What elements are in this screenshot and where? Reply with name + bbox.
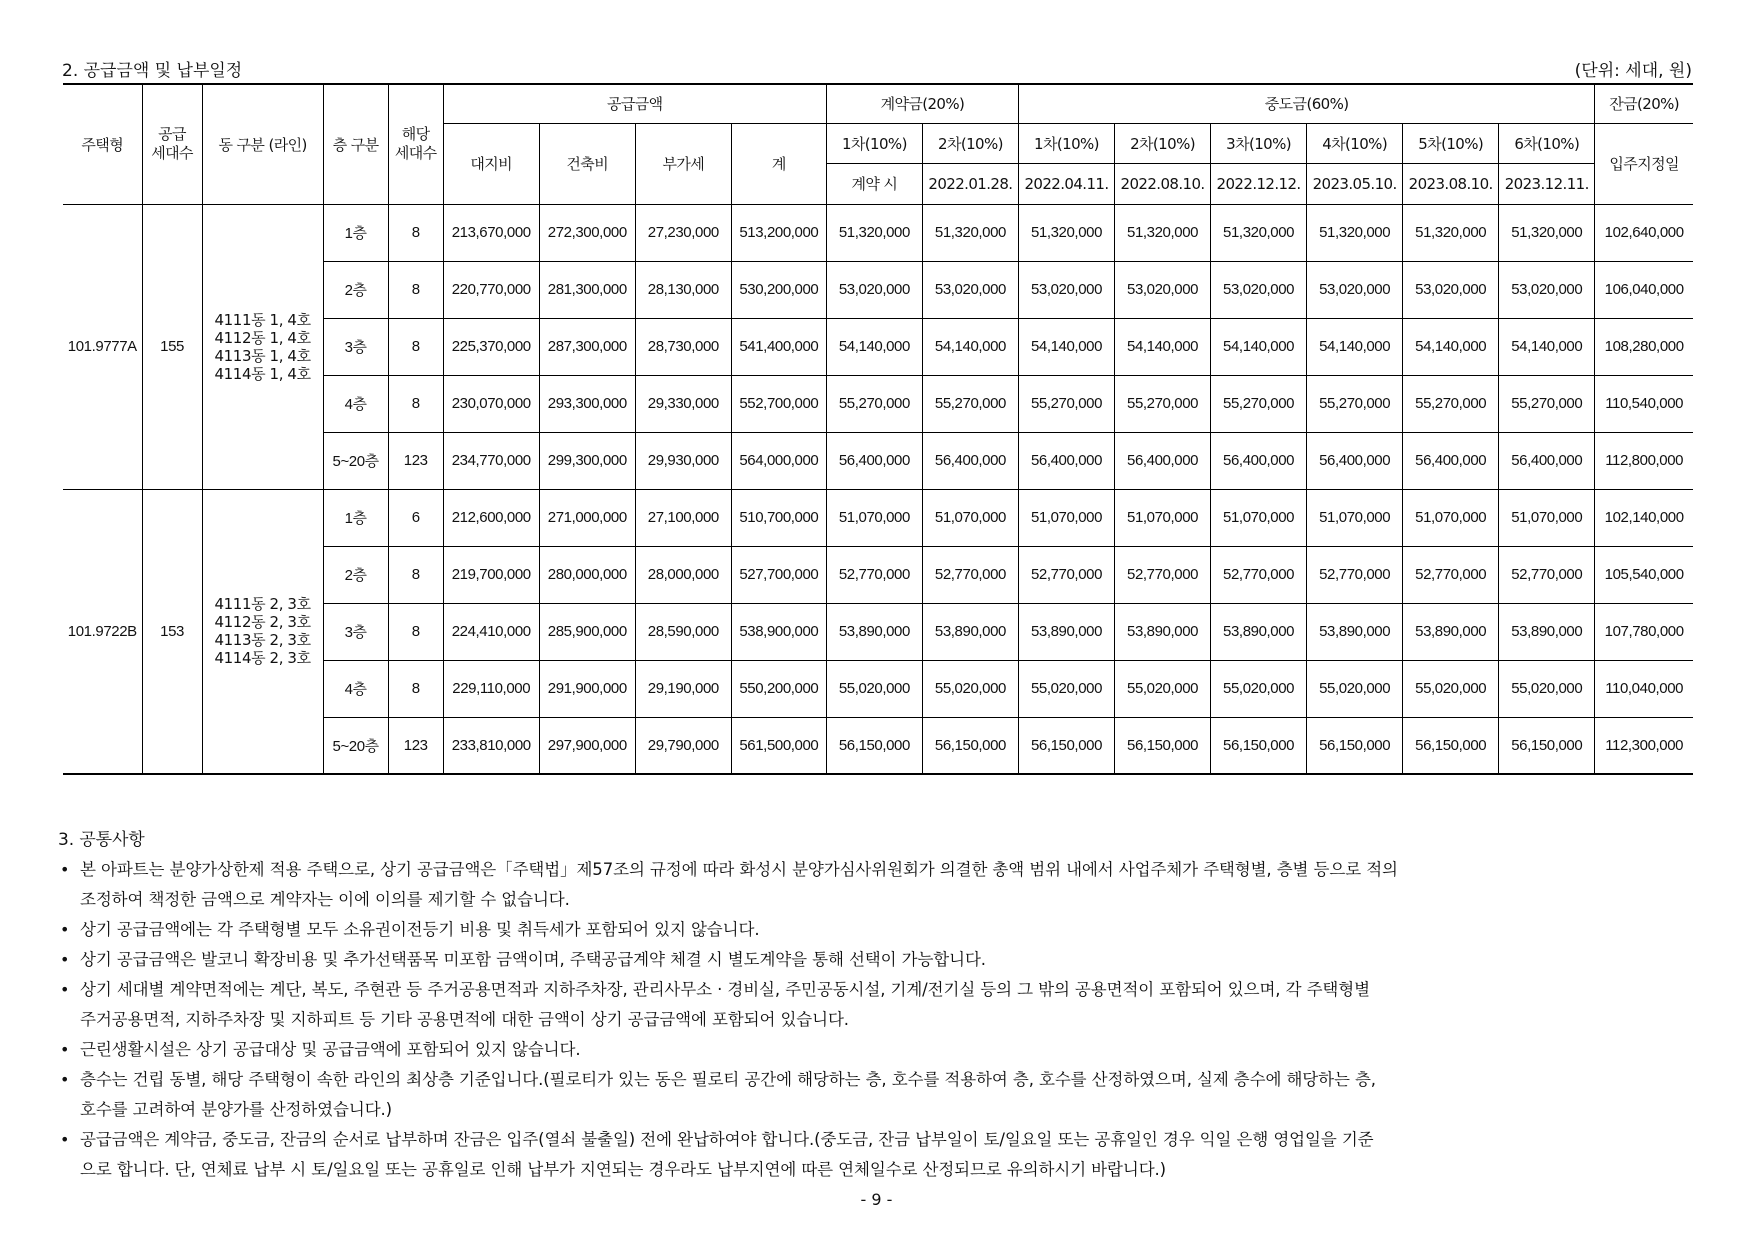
c1-cell: 52,770,000 — [826, 546, 922, 603]
m1-cell: 56,150,000 — [1018, 717, 1114, 774]
vat-cell: 29,930,000 — [635, 432, 731, 489]
floor-cell: 1층 — [323, 204, 388, 261]
m5-cell: 53,020,000 — [1403, 261, 1499, 318]
units-cell: 6 — [388, 489, 443, 546]
m1-cell: 56,400,000 — [1018, 432, 1114, 489]
dong-line: 4114동 1, 4호 — [214, 364, 311, 383]
c2-cell: 54,140,000 — [922, 318, 1018, 375]
m6-cell: 55,270,000 — [1499, 375, 1595, 432]
land-cell: 224,410,000 — [443, 603, 539, 660]
m6-cell: 54,140,000 — [1499, 318, 1595, 375]
bullet-line: • 상기 공급금액은 발코니 확장비용 및 추가선택품목 미포함 금액이며, 주택공급계약 체결 시 별도계약을 통해 선택이 가능합니다. — [80, 950, 986, 969]
m4-cell: 53,890,000 — [1307, 603, 1403, 660]
bullet-line: 주거공용면적, 지하주차장 및 지하피트 등 기타 공용면적에 대한 금액이 상기 공급금액에 포함되어 있습니다. — [80, 1010, 849, 1029]
land-cell: 230,070,000 — [443, 375, 539, 432]
date-m1: 2022.04.11. — [1018, 163, 1114, 204]
units-cell: 8 — [388, 375, 443, 432]
bal-cell: 105,540,000 — [1595, 546, 1693, 603]
m3-cell: 52,770,000 — [1211, 546, 1307, 603]
land-cell: 233,810,000 — [443, 717, 539, 774]
supply-units-cell: 153 — [142, 489, 202, 774]
vat-cell: 28,730,000 — [635, 318, 731, 375]
total-cell: 561,500,000 — [731, 717, 826, 774]
m2-cell: 55,020,000 — [1115, 660, 1211, 717]
vat-cell: 29,790,000 — [635, 717, 731, 774]
vat-cell: 29,330,000 — [635, 375, 731, 432]
section3-title: 3. 공통사항 — [58, 830, 145, 850]
m3-cell: 53,890,000 — [1211, 603, 1307, 660]
building-cell: 272,300,000 — [539, 204, 635, 261]
bullet-item — [58, 975, 1698, 1035]
c1-cell: 51,070,000 — [826, 489, 922, 546]
vat-cell: 29,190,000 — [635, 660, 731, 717]
floor-cell: 4층 — [323, 660, 388, 717]
header-c2: 2차(10%) — [922, 123, 1018, 163]
c2-cell: 52,770,000 — [922, 546, 1018, 603]
header-balance-date: 입주지정일 — [1595, 123, 1693, 204]
bullet-item — [58, 855, 1698, 915]
units-cell: 8 — [388, 318, 443, 375]
m3-cell: 56,150,000 — [1211, 717, 1307, 774]
c1-cell: 54,140,000 — [826, 318, 922, 375]
land-cell: 234,770,000 — [443, 432, 539, 489]
m5-cell: 51,320,000 — [1403, 204, 1499, 261]
land-cell: 220,770,000 — [443, 261, 539, 318]
m4-cell: 55,270,000 — [1307, 375, 1403, 432]
bullet-line: • 본 아파트는 분양가상한제 적용 주택으로, 상기 공급금액은「주택법」제57조의 규정에 따라 화성시 분양가심사위원회가 의결한 총액 범위 내에서 사업주체가 주택형별, 층별 등으로 적의 — [80, 860, 1398, 879]
building-cell: 281,300,000 — [539, 261, 635, 318]
header-middle: 중도금(60%) — [1018, 84, 1594, 123]
date-c2: 2022.01.28. — [922, 163, 1018, 204]
dong-line: 4112동 1, 4호 — [214, 328, 311, 347]
m6-cell: 55,020,000 — [1499, 660, 1595, 717]
bal-cell: 112,300,000 — [1595, 717, 1693, 774]
m1-cell: 53,890,000 — [1018, 603, 1114, 660]
supply-units-cell: 155 — [142, 204, 202, 489]
date-m6: 2023.12.11. — [1499, 163, 1595, 204]
m2-cell: 51,070,000 — [1115, 489, 1211, 546]
land-cell: 212,600,000 — [443, 489, 539, 546]
m1-cell: 51,320,000 — [1018, 204, 1114, 261]
m2-cell: 56,400,000 — [1115, 432, 1211, 489]
dong-line: 4111동 1, 4호 — [214, 310, 311, 329]
date-c1: 계약 시 — [826, 163, 922, 204]
m5-cell: 53,890,000 — [1403, 603, 1499, 660]
bal-cell: 102,140,000 — [1595, 489, 1693, 546]
total-cell: 527,700,000 — [731, 546, 826, 603]
bal-cell: 106,040,000 — [1595, 261, 1693, 318]
c2-cell: 51,070,000 — [922, 489, 1018, 546]
header-type: 주택형 — [63, 84, 142, 204]
c1-cell: 56,400,000 — [826, 432, 922, 489]
type-cell: 101.9722B — [63, 489, 142, 774]
m6-cell: 56,150,000 — [1499, 717, 1595, 774]
c2-cell: 56,150,000 — [922, 717, 1018, 774]
section2-title: 2. 공급금액 및 납부일정 — [62, 61, 243, 81]
m2-cell: 53,890,000 — [1115, 603, 1211, 660]
c1-cell: 53,020,000 — [826, 261, 922, 318]
m1-cell: 53,020,000 — [1018, 261, 1114, 318]
m6-cell: 51,320,000 — [1499, 204, 1595, 261]
bal-cell: 107,780,000 — [1595, 603, 1693, 660]
date-m5: 2023.08.10. — [1403, 163, 1499, 204]
m4-cell: 52,770,000 — [1307, 546, 1403, 603]
units-cell: 123 — [388, 432, 443, 489]
bullet-item — [58, 915, 1698, 945]
m1-cell: 55,270,000 — [1018, 375, 1114, 432]
bullet-item — [58, 1035, 1698, 1065]
header-contract: 계약금(20%) — [826, 84, 1018, 123]
header-m1: 1차(10%) — [1018, 123, 1114, 163]
floor-cell: 5~20층 — [323, 717, 388, 774]
c1-cell: 55,020,000 — [826, 660, 922, 717]
section2-header — [62, 56, 1692, 80]
m4-cell: 53,020,000 — [1307, 261, 1403, 318]
header-m4: 4차(10%) — [1307, 123, 1403, 163]
m6-cell: 52,770,000 — [1499, 546, 1595, 603]
total-cell: 530,200,000 — [731, 261, 826, 318]
m1-cell: 55,020,000 — [1018, 660, 1114, 717]
c2-cell: 55,020,000 — [922, 660, 1018, 717]
dong-line: 4112동 2, 3호 — [214, 613, 311, 632]
bullet-line: 조정하여 책정한 금액으로 계약자는 이에 이의를 제기할 수 없습니다. — [80, 890, 570, 909]
m2-cell: 51,320,000 — [1115, 204, 1211, 261]
m2-cell: 55,270,000 — [1115, 375, 1211, 432]
bal-cell: 112,800,000 — [1595, 432, 1693, 489]
c1-cell: 51,320,000 — [826, 204, 922, 261]
m5-cell: 55,020,000 — [1403, 660, 1499, 717]
m4-cell: 51,070,000 — [1307, 489, 1403, 546]
floor-cell: 3층 — [323, 318, 388, 375]
m1-cell: 54,140,000 — [1018, 318, 1114, 375]
total-cell: 564,000,000 — [731, 432, 826, 489]
vat-cell: 28,130,000 — [635, 261, 731, 318]
c1-cell: 56,150,000 — [826, 717, 922, 774]
date-m3: 2022.12.12. — [1211, 163, 1307, 204]
m4-cell: 54,140,000 — [1307, 318, 1403, 375]
header-units: 해당 세대수 — [388, 84, 443, 204]
units-cell: 8 — [388, 261, 443, 318]
bullet-item — [58, 945, 1698, 975]
header-m3: 3차(10%) — [1211, 123, 1307, 163]
m5-cell: 56,150,000 — [1403, 717, 1499, 774]
dong-cell — [202, 204, 323, 489]
c2-cell: 55,270,000 — [922, 375, 1018, 432]
bal-cell: 110,040,000 — [1595, 660, 1693, 717]
header-m2: 2차(10%) — [1115, 123, 1211, 163]
land-cell: 213,670,000 — [443, 204, 539, 261]
building-cell: 293,300,000 — [539, 375, 635, 432]
dong-line: 4111동 2, 3호 — [214, 595, 311, 614]
header-balance: 잔금(20%) — [1595, 84, 1693, 123]
m3-cell: 55,270,000 — [1211, 375, 1307, 432]
m5-cell: 54,140,000 — [1403, 318, 1499, 375]
payment-schedule-table — [63, 83, 1693, 775]
total-cell: 513,200,000 — [731, 204, 826, 261]
m2-cell: 54,140,000 — [1115, 318, 1211, 375]
m1-cell: 52,770,000 — [1018, 546, 1114, 603]
bal-cell: 102,640,000 — [1595, 204, 1693, 261]
header-m6: 6차(10%) — [1499, 123, 1595, 163]
m6-cell: 56,400,000 — [1499, 432, 1595, 489]
bullet-item — [58, 1065, 1698, 1125]
bullet-line: 으로 합니다. 단, 연체료 납부 시 토/일요일 또는 공휴일로 인해 납부가 지연되는 경우라도 납부지연에 따른 연체일수로 산정되므로 유의하시기 바랍니다.) — [80, 1160, 1167, 1179]
m5-cell: 52,770,000 — [1403, 546, 1499, 603]
building-cell: 285,900,000 — [539, 603, 635, 660]
header-total: 계 — [731, 123, 826, 204]
dong-line: 4114동 2, 3호 — [214, 649, 311, 668]
building-cell: 271,000,000 — [539, 489, 635, 546]
bullet-line: • 상기 세대별 계약면적에는 계단, 복도, 주현관 등 주거공용면적과 지하주차장, 관리사무소 · 경비실, 주민공동시설, 기계/전기실 등의 그 밖의 공용면적이 포함되어 있으며, 각 주택형별 — [80, 980, 1370, 999]
c2-cell: 51,320,000 — [922, 204, 1018, 261]
c1-cell: 55,270,000 — [826, 375, 922, 432]
units-cell: 8 — [388, 546, 443, 603]
header-floor: 층 구분 — [323, 84, 388, 204]
header-supply-amount: 공급금액 — [443, 84, 826, 123]
header-supply-units: 공급 세대수 — [142, 84, 202, 204]
land-cell: 219,700,000 — [443, 546, 539, 603]
m2-cell: 52,770,000 — [1115, 546, 1211, 603]
bullet-list — [58, 855, 1698, 1185]
header-building: 건축비 — [539, 123, 635, 204]
units-cell: 8 — [388, 204, 443, 261]
building-cell: 280,000,000 — [539, 546, 635, 603]
header-dong: 동 구분 (라인) — [202, 84, 323, 204]
total-cell: 538,900,000 — [731, 603, 826, 660]
m6-cell: 53,020,000 — [1499, 261, 1595, 318]
vat-cell: 27,230,000 — [635, 204, 731, 261]
floor-cell: 1층 — [323, 489, 388, 546]
c2-cell: 56,400,000 — [922, 432, 1018, 489]
table-row — [63, 204, 1693, 261]
floor-cell: 3층 — [323, 603, 388, 660]
m5-cell: 55,270,000 — [1403, 375, 1499, 432]
building-cell: 287,300,000 — [539, 318, 635, 375]
bullet-line: • 층수는 건립 동별, 해당 주택형이 속한 라인의 최상층 기준입니다.(필로티가 있는 동은 필로티 공간에 해당하는 층, 호수를 적용하여 층, 호수를 산정하였으며, 실제 층수에 해당하는 층, — [80, 1070, 1376, 1089]
m3-cell: 51,070,000 — [1211, 489, 1307, 546]
total-cell: 550,200,000 — [731, 660, 826, 717]
m3-cell: 53,020,000 — [1211, 261, 1307, 318]
vat-cell: 27,100,000 — [635, 489, 731, 546]
m4-cell: 55,020,000 — [1307, 660, 1403, 717]
building-cell: 297,900,000 — [539, 717, 635, 774]
header-m5: 5차(10%) — [1403, 123, 1499, 163]
date-m2: 2022.08.10. — [1115, 163, 1211, 204]
c2-cell: 53,890,000 — [922, 603, 1018, 660]
total-cell: 541,400,000 — [731, 318, 826, 375]
m3-cell: 55,020,000 — [1211, 660, 1307, 717]
dong-cell — [202, 489, 323, 774]
m3-cell: 51,320,000 — [1211, 204, 1307, 261]
land-cell: 225,370,000 — [443, 318, 539, 375]
c2-cell: 53,020,000 — [922, 261, 1018, 318]
header-land: 대지비 — [443, 123, 539, 204]
date-m4: 2023.05.10. — [1307, 163, 1403, 204]
m2-cell: 56,150,000 — [1115, 717, 1211, 774]
m6-cell: 51,070,000 — [1499, 489, 1595, 546]
table-body — [63, 204, 1693, 774]
page-number: - 9 - — [860, 1190, 893, 1209]
bullet-line: • 근린생활시설은 상기 공급대상 및 공급금액에 포함되어 있지 않습니다. — [80, 1040, 581, 1059]
type-cell: 101.9777A — [63, 204, 142, 489]
m3-cell: 54,140,000 — [1211, 318, 1307, 375]
units-cell: 8 — [388, 660, 443, 717]
floor-cell: 4층 — [323, 375, 388, 432]
m2-cell: 53,020,000 — [1115, 261, 1211, 318]
units-cell: 123 — [388, 717, 443, 774]
header-c1: 1차(10%) — [826, 123, 922, 163]
m3-cell: 56,400,000 — [1211, 432, 1307, 489]
building-cell: 299,300,000 — [539, 432, 635, 489]
m4-cell: 56,150,000 — [1307, 717, 1403, 774]
vat-cell: 28,000,000 — [635, 546, 731, 603]
bullet-line: • 공급금액은 계약금, 중도금, 잔금의 순서로 납부하며 잔금은 입주(열쇠 불출일) 전에 완납하여야 합니다.(중도금, 잔금 납부일이 토/일요일 또는 공휴일인 경우 익일 은행 영업일을 기준 — [80, 1130, 1374, 1149]
bal-cell: 110,540,000 — [1595, 375, 1693, 432]
bullet-item — [58, 1125, 1698, 1185]
floor-cell: 2층 — [323, 261, 388, 318]
floor-cell: 2층 — [323, 546, 388, 603]
unit-note: (단위: 세대, 원) — [1574, 61, 1692, 81]
floor-cell: 5~20층 — [323, 432, 388, 489]
vat-cell: 28,590,000 — [635, 603, 731, 660]
m1-cell: 51,070,000 — [1018, 489, 1114, 546]
bal-cell: 108,280,000 — [1595, 318, 1693, 375]
m4-cell: 56,400,000 — [1307, 432, 1403, 489]
m6-cell: 53,890,000 — [1499, 603, 1595, 660]
bullet-line: 호수를 고려하여 분양가를 산정하였습니다.) — [80, 1100, 393, 1119]
table-row — [63, 489, 1693, 546]
header-vat: 부가세 — [635, 123, 731, 204]
building-cell: 291,900,000 — [539, 660, 635, 717]
units-cell: 8 — [388, 603, 443, 660]
section3 — [58, 825, 1698, 1185]
m5-cell: 51,070,000 — [1403, 489, 1499, 546]
bullet-line: • 상기 공급금액에는 각 주택형별 모두 소유권이전등기 비용 및 취득세가 포함되어 있지 않습니다. — [80, 920, 760, 939]
total-cell: 510,700,000 — [731, 489, 826, 546]
c1-cell: 53,890,000 — [826, 603, 922, 660]
dong-line: 4113동 2, 3호 — [214, 631, 311, 650]
m4-cell: 51,320,000 — [1307, 204, 1403, 261]
land-cell: 229,110,000 — [443, 660, 539, 717]
dong-line: 4113동 1, 4호 — [214, 346, 311, 365]
m5-cell: 56,400,000 — [1403, 432, 1499, 489]
total-cell: 552,700,000 — [731, 375, 826, 432]
